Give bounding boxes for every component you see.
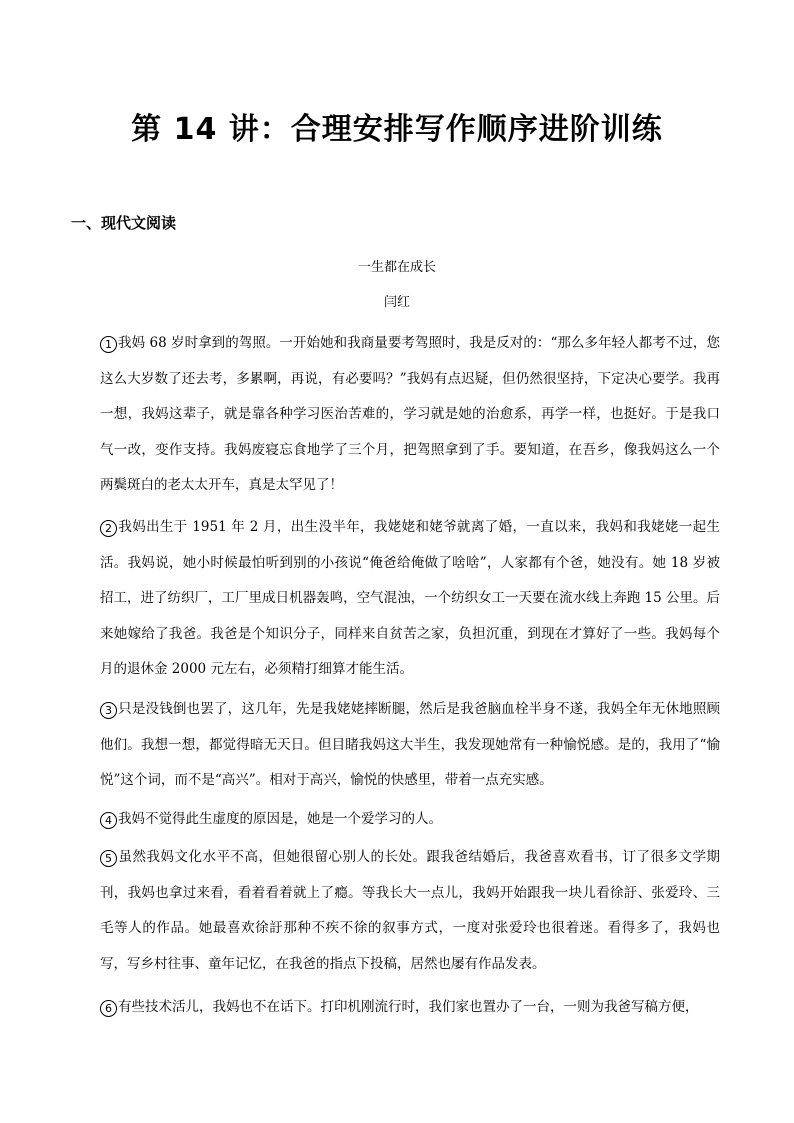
page-title: 第 14 讲：合理安排写作顺序进阶训练 bbox=[131, 112, 663, 147]
paragraph bbox=[100, 510, 720, 688]
paragraph bbox=[100, 990, 720, 1026]
paragraph-text: 有些技术活儿，我妈也不在话下。打印机刚流行时，我们家也置办了一台，一则为我爸写稿方便， bbox=[118, 999, 699, 1015]
paragraph-number: 4 bbox=[100, 812, 117, 829]
section-heading: 一、现代文阅读 bbox=[71, 214, 177, 232]
paragraph-number: 5 bbox=[100, 850, 117, 867]
paragraph bbox=[100, 802, 720, 838]
paragraph-number: 3 bbox=[100, 702, 117, 719]
paragraph-text: 只是没钱倒也罢了，这几年，先是我姥姥摔断腿，然后是我爸脑血栓半身不遂，我妈全年无休地照顾他们。我想一想，都觉得暗无天日。但目睹我妈这大半生，我发现她常有一种愉悦感。是的，我用了“愉悦”这个词，而不是“高兴”。相对于高兴，愉悦的快感里，带着一点充实感。 bbox=[100, 701, 720, 788]
paragraph-text: 虽然我妈文化水平不高，但她很留心别人的长处。跟我爸结婚后，我爸喜欢看书，订了很多文学期刊，我妈也拿过来看，看着看着就上了瘾。等我长大一点儿，我妈开始跟我一块儿看徐訏、张爱玲、三毛等人的作品。她最喜欢徐訏那种不疾不徐的叙事方式，一度对张爱玲也很着迷。看得多了，我妈也写，写乡村往事、童年记忆，在我爸的指点下投稿，居然也屡有作品发表。 bbox=[100, 849, 720, 972]
paragraph bbox=[100, 326, 720, 504]
paragraph-text: 我妈 68 岁时拿到的驾照。一开始她和我商量要考驾照时，我是反对的：“那么多年轻人都考不过，您这么大岁数了还去考，多累啊，再说，有必要吗？”我妈有点迟疑，但仍然很坚持，下定决心要学。我再一想，我妈这辈子，就是靠各种学习医治苦难的，学习就是她的治愈系，再学一样，也挺好。于是我口气一改，变作支持。我妈废寝忘食地学了三个月，把驾照拿到了手。要知道，在吾乡，像我妈这么一个两鬓斑白的老太太开车，真是太罕见了！ bbox=[100, 335, 720, 493]
paragraph-number: 1 bbox=[100, 336, 117, 353]
paragraph-number: 6 bbox=[100, 1000, 117, 1017]
paragraph-text: 我妈不觉得此生虚度的原因是，她是一个爱学习的人。 bbox=[118, 811, 442, 827]
article-title: 一生都在成长 bbox=[357, 260, 436, 275]
paragraph-number: 2 bbox=[100, 520, 117, 537]
paragraph bbox=[100, 840, 720, 982]
article-author: 闫红 bbox=[383, 295, 410, 310]
paragraph bbox=[100, 692, 720, 799]
paragraph-text: 我妈出生于 1951 年 2 月，出生没半年，我姥姥和姥爷就离了婚，一直以来，我妈和我姥姥一起生活。我妈说，她小时候最怕听到别的小孩说“俺爸给俺做了啥啥”，人家都有个爸，她没有。她 18 岁被招工，进了纺织厂，工厂里成日机器轰鸣，空气混浊，一个纺织女工一天要在流水线上奔跑 15 公里。后来她嫁给了我爸。我爸是个知识分子，同样来自贫苦之家，负担沉重，到现在才算好了一些。我妈每个月的退休金 2000 元左右，必须精打细算才能生活。 bbox=[100, 519, 720, 677]
